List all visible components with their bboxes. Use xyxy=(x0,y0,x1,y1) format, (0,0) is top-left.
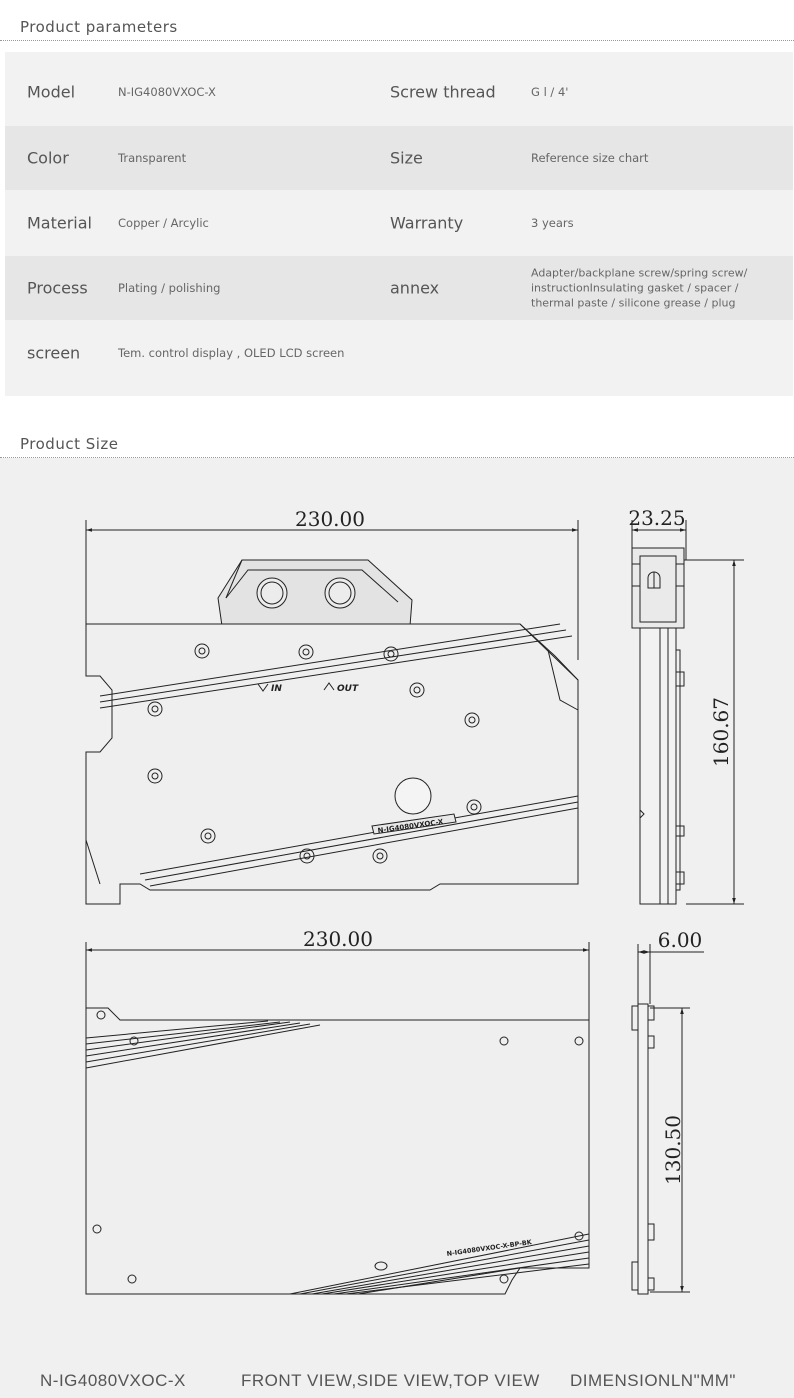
param-label: Screw thread xyxy=(390,82,496,102)
front-width-dimension: 230.00 xyxy=(295,507,365,531)
param-value: Adapter/backplane screw/spring screw/ instructionInsulating gasket / spacer / thermal paste / silicone grease / plug xyxy=(531,266,748,310)
back-thickness-dimension: 6.00 xyxy=(657,928,703,952)
param-value: 3 years xyxy=(531,216,574,230)
side-thickness-dimension: 23.25 xyxy=(628,506,686,530)
param-value: Plating / polishing xyxy=(118,281,221,295)
param-value: Copper / Arcylic xyxy=(118,216,209,230)
caption-unit: DIMENSIONLN"MM" xyxy=(570,1371,736,1390)
caption-views: FRONT VIEW,SIDE VIEW,TOP VIEW xyxy=(241,1371,540,1390)
param-label: annex xyxy=(390,278,440,298)
param-label: screen xyxy=(27,343,81,363)
param-label: Warranty xyxy=(390,213,464,233)
back-width-dimension: 230.00 xyxy=(303,927,373,951)
size-section-title: Product Size xyxy=(20,435,119,453)
front-view xyxy=(86,520,578,904)
param-value: G l / 4' xyxy=(531,85,569,99)
back-height-dimension: 130.50 xyxy=(661,1115,685,1185)
back-model-label: N-IG4080VXOC-X-BP-BK xyxy=(446,1238,533,1258)
param-label: Process xyxy=(27,278,88,298)
front-port-out-label: OUT xyxy=(337,684,359,694)
params-section-title: Product parameters xyxy=(20,18,178,36)
front-model-label: N-IG4080VXOC-X xyxy=(377,817,444,835)
param-value: Reference size chart xyxy=(531,151,649,165)
front-port-in-label: IN xyxy=(271,684,282,694)
param-label: Size xyxy=(390,148,423,168)
param-label: Color xyxy=(27,148,69,168)
param-label: Material xyxy=(27,213,92,233)
param-value: Tem. control display , OLED LCD screen xyxy=(118,346,345,360)
param-value: N-IG4080VXOC-X xyxy=(118,85,216,99)
param-value: Transparent xyxy=(118,151,187,165)
param-label: Model xyxy=(27,82,76,102)
side-height-dimension: 160.67 xyxy=(709,697,733,767)
caption-model: N-IG4080VXOC-X xyxy=(40,1371,186,1390)
